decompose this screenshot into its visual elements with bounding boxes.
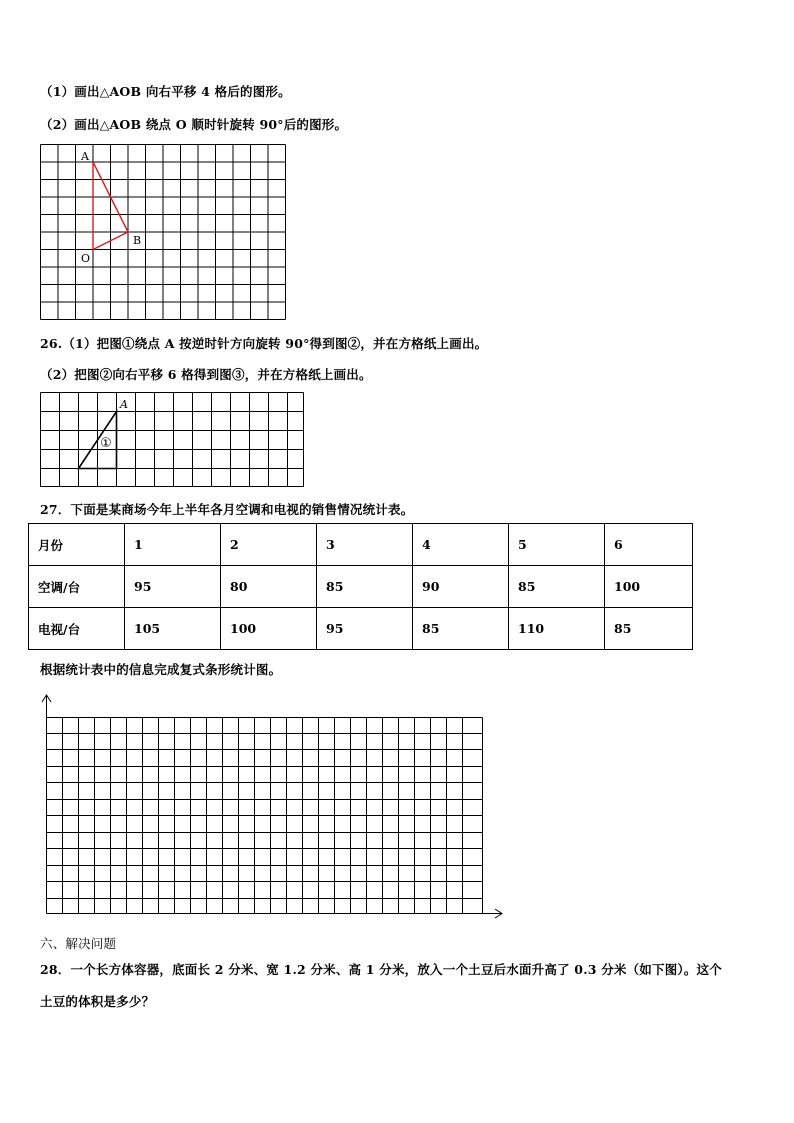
q25-part1: （1）画出△AOB 向右平移 4 格后的图形。 — [40, 84, 291, 99]
y-axis-arrow — [42, 695, 51, 914]
q28-line2: 土豆的体积是多少？ — [40, 994, 155, 1009]
table-cell: 3 — [317, 524, 413, 566]
table-cell: 85 — [317, 566, 413, 608]
table-cell: 2 — [221, 524, 317, 566]
table-cell: 100 — [605, 566, 693, 608]
table-cell: 85 — [605, 608, 693, 650]
table-cell: 100 — [221, 608, 317, 650]
table-row-ac — [29, 566, 693, 608]
table-cell: 90 — [413, 566, 509, 608]
table-cell: 4 — [413, 524, 509, 566]
q27-instruction: 根据统计表中的信息完成复式条形统计图。 — [40, 662, 282, 677]
table-cell: 85 — [413, 608, 509, 650]
table-cell: 5 — [509, 524, 605, 566]
blank-chart-grid — [36, 692, 506, 922]
x-axis-arrow — [47, 909, 503, 918]
table-row-month — [29, 524, 693, 566]
q26-grid — [38, 390, 308, 490]
table-cell: 空调/台 — [29, 566, 125, 608]
table-cell: 月份 — [29, 524, 125, 566]
table-cell: 95 — [317, 608, 413, 650]
table-cell: 80 — [221, 566, 317, 608]
label-b: B — [133, 234, 142, 247]
label-a-italic: A — [120, 398, 128, 411]
label-figure-1: ① — [100, 436, 112, 451]
table-cell: 电视/台 — [29, 608, 125, 650]
q27-intro: 27．下面是某商场今年上半年各月空调和电视的销售情况统计表。 — [40, 502, 414, 517]
label-a: A — [81, 150, 89, 163]
q25-grid — [39, 142, 289, 322]
q26-part1: 26.（1）把图①绕点 A 按逆时针方向旋转 90°得到图②，并在方格纸上画出。 — [40, 336, 488, 351]
chart-gridlines — [47, 718, 483, 914]
table-cell: 85 — [509, 566, 605, 608]
table-cell: 110 — [509, 608, 605, 650]
table-row-tv — [29, 608, 693, 650]
table-cell: 105 — [125, 608, 221, 650]
q25-part2: （2）画出△AOB 绕点 O 顺时针旋转 90°后的图形。 — [40, 117, 348, 132]
table-cell: 6 — [605, 524, 693, 566]
q26-part2: （2）把图②向右平移 6 格得到图③，并在方格纸上画出。 — [40, 367, 372, 382]
q28-line1: 28．一个长方体容器，底面长 2 分米、宽 1.2 分米、高 1 分米，放入一个土豆后水面升高了 0.3 分米（如下图）。这个 — [40, 962, 722, 977]
table-cell: 1 — [125, 524, 221, 566]
sales-table — [28, 523, 693, 650]
section-6-title: 六、解决问题 — [40, 936, 117, 951]
table-cell: 95 — [125, 566, 221, 608]
label-o: O — [81, 252, 91, 265]
